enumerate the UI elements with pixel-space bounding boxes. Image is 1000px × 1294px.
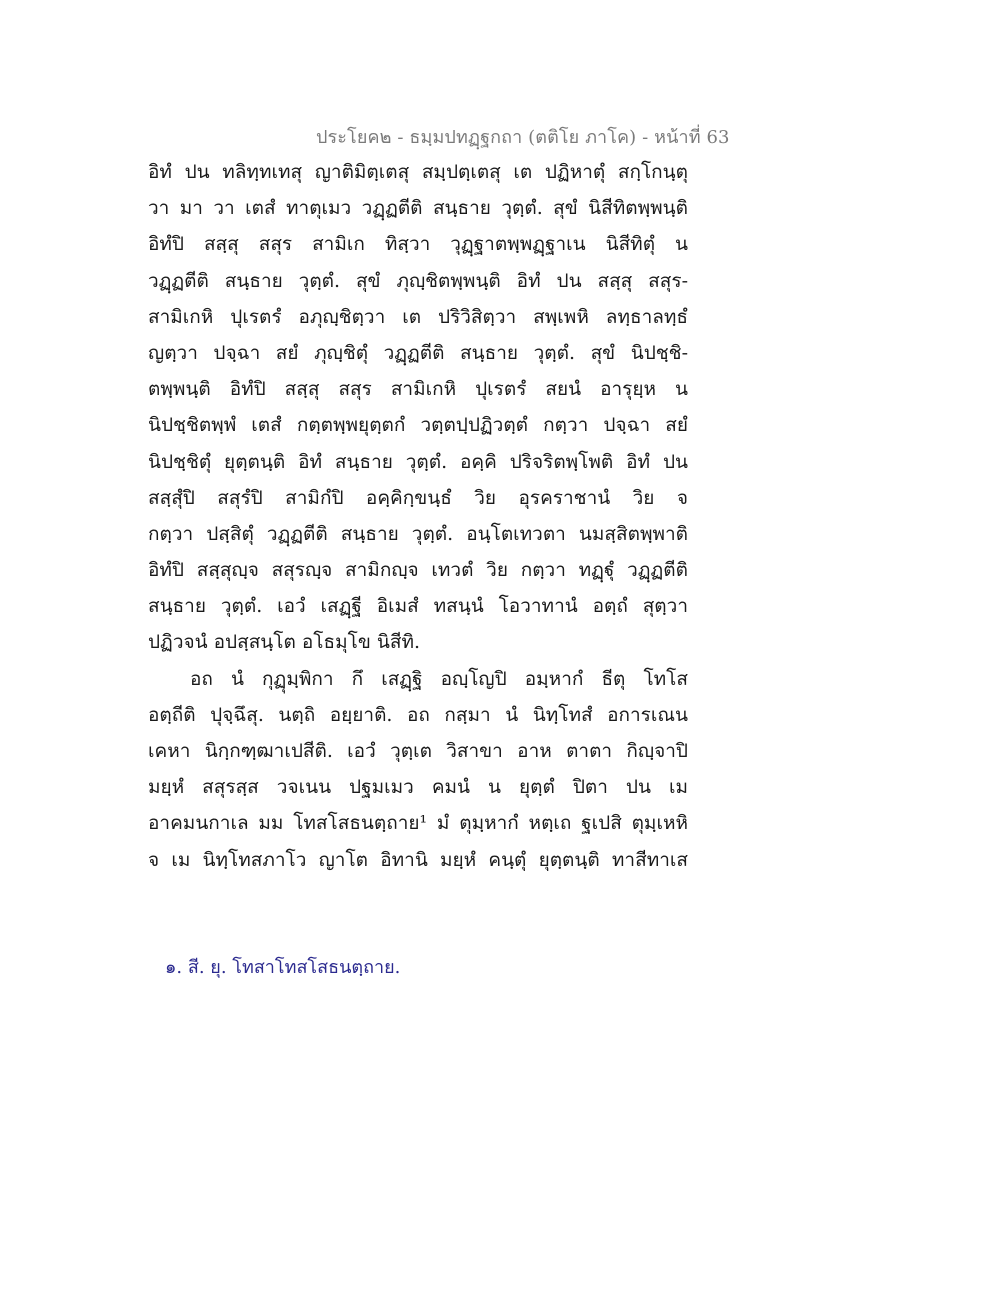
text-line: อตฺถีติ ปุจฺฉึสุ. นตฺถิ อยฺยาติ. อถ กสฺมา นํ นิทฺโทสํ อการเณน	[148, 703, 688, 726]
text-line: อิทํปิ สสฺสุ สสุร สามิเก ทิสฺวา วุฏฺฐาตพฺพฏฺฐาเน นิสีทิตุํ น	[148, 233, 688, 256]
text-line: อาคมนกาเล มม โทสโสธนตฺถาย¹ มํ ตุมฺหากํ หตฺเถ ฐเปสิ ตุมฺเหหิ	[148, 812, 688, 835]
text-line: ญตฺวา ปจฺฉา สยํ ภุญฺชิตุํ วฏฺฏตีติ สนฺธาย วุตฺตํ. สุขํ นิปชฺชิ-	[148, 341, 688, 364]
text-line: นิปชฺชิตุํ ยุตฺตนฺติ อิทํ สนฺธาย วุตฺตํ. อคฺคิ ปริจริตพฺโพติ อิทํ ปน	[148, 450, 688, 473]
text-line: อิทํปิ สสฺสุญฺจ สสุรญฺจ สามิกญฺจ เทวตํ วิย กตฺวา ทฏฺฐุํ วฏฺฏตีติ	[148, 559, 688, 582]
text-line: มยฺหํ สสุรสฺส วจเนน ปฐมเมว คมนํ น ยุตฺตํ ปิตา ปน เม	[148, 776, 688, 799]
text-line: สนฺธาย วุตฺตํ. เอวํ เสฏฺฐี อิเมสํ ทสนฺนํ โอวาทานํ อตฺถํ สุตฺวา	[148, 595, 688, 618]
text-line: วฏฺฏตีติ สนฺธาย วุตฺตํ. สุขํ ภุญฺชิตพฺพนฺติ อิทํ ปน สสฺสุ สสุร-	[148, 269, 688, 292]
text-line: จ เม นิทฺโทสภาโว ญาโต อิทานิ มยฺหํ คนฺตุํ ยุตฺตนฺติ ทาสีทาเส	[148, 848, 688, 871]
text-line: นิปชฺชิตพฺพํ เตสํ กตฺตพฺพยุตฺตกํ วตฺตปฺปฏิวตฺตํ กตฺวา ปจฺฉา สยํ	[148, 414, 688, 437]
text-line: สามิเกหิ ปุเรตรํ อภุญฺชิตฺวา เต ปริวิสิตฺวา สพฺเพหิ ลทฺธาลทฺธํ	[148, 305, 688, 328]
text-line: ตพฺพนฺติ อิทํปิ สสฺสุ สสุร สามิเกหิ ปุเรตรํ สยนํ อารุยฺห น	[148, 378, 688, 401]
text-line: สสฺสุํปิ สสุรํปิ สามิกํปิ อคฺคิกฺขนฺธํ วิย อุรคราชานํ วิย จ	[148, 486, 688, 509]
text-line: เคหา นิกฺกฑฺฒาเปสีติ. เอวํ วุตฺเต วิสาขา อาห ตาตา กิญฺจาปิ	[148, 740, 688, 762]
body-text	[148, 154, 688, 878]
text-line: อถ นํ กุฏุมฺพิกา กึ เสฏฺฐิ อญฺโญปิ อมฺหากํ ธีตุ โทโส	[190, 667, 688, 690]
running-header: ประโยค๒ - ธมฺมปทฏฺฐกถา (ตติโย ภาโค) - หน้าที่ 63	[316, 127, 730, 148]
text-line: กตฺวา ปสฺสิตุํ วฏฺฏตีติ สนฺธาย วุตฺตํ. อนฺโตเทวตา นมสฺสิตพฺพาติ	[148, 522, 688, 545]
text-line: ปฏิวจนํ อปสฺสนฺโต อโธมุโข นิสีทิ.	[148, 631, 421, 654]
text-line: อิทํ ปน ทลิทฺทเทสุ ญาติมิตฺเตสุ สมฺปตฺเตสุ เต ปฏิหาตุํ สกฺโกนฺตุ	[148, 161, 688, 183]
footnote: ๑. สี. ยุ. โทสาโทสโสธนตฺถาย.	[165, 957, 401, 978]
text-line: วา มา วา เตสํ ทาตุเมว วฏฺฏตีติ สนฺธาย วุตฺตํ. สุขํ นิสีทิตพฺพนฺติ	[148, 197, 688, 220]
